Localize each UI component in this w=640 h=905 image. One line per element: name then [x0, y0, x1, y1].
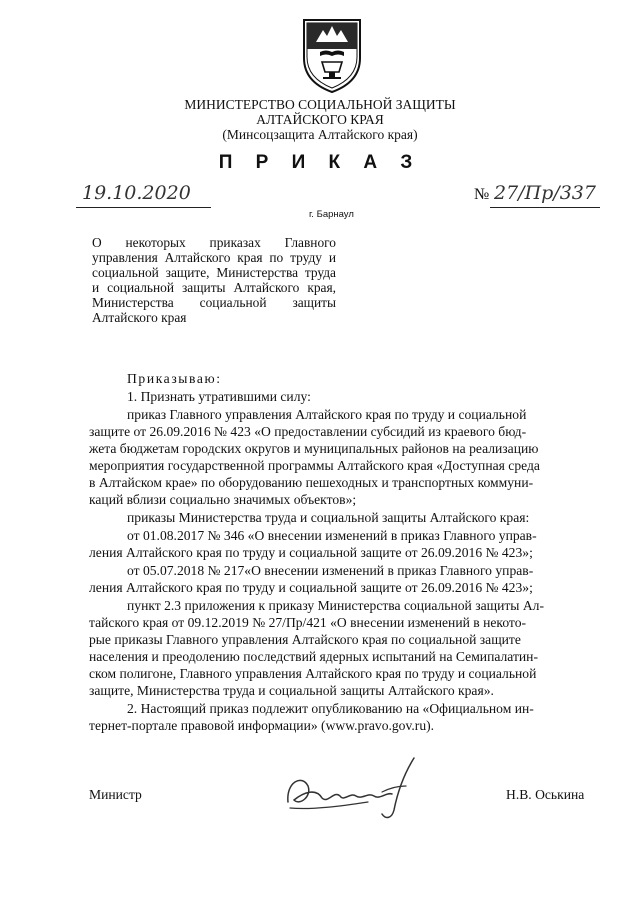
body-line: защите от 26.09.2016 № 423 «О предоставлении субсидий из краевого бюд- [89, 424, 527, 439]
ministry-name-line2: АЛТАЙСКОГО КРАЯ [256, 112, 384, 127]
body-line: ском полигоне, Главного управления Алтайского края по труду и социальной [89, 666, 537, 681]
ministry-name-line1: МИНИСТЕРСТВО СОЦИАЛЬНОЙ ЗАЩИТЫ [184, 97, 456, 112]
number-sign: № [474, 186, 490, 203]
number-underline [490, 207, 600, 208]
body-line: населения и преодолению последствий ядерных испытаний на Семипалатин- [89, 649, 538, 664]
document-date: 19.10.2020 [82, 182, 191, 204]
date-underline [76, 207, 211, 208]
body-line: тернет-портале правовой информации» (www.pravo.gov.ru). [89, 718, 435, 733]
city-label: г. Барнаул [309, 209, 354, 220]
body-line: Приказываю: [127, 371, 222, 386]
body-line: от 05.07.2018 № 217«О внесении изменений в приказ Главного управ- [127, 563, 534, 578]
ministry-short-name: (Минсоцзащита Алтайского края) [222, 127, 418, 142]
body-line: приказы Министерства труда и социальной защиты Алтайского края: [127, 510, 530, 525]
signatory-position: Министр [89, 787, 142, 802]
body-line: от 01.08.2017 № 346 «О внесении изменений в приказ Главного управ- [127, 528, 537, 543]
body-line: ления Алтайского края по труду и социальной защите от 26.09.2016 № 423»; [89, 580, 533, 595]
body-line: защите, Министерства труда и социальной защиты Алтайского края». [89, 683, 494, 698]
body-line: мероприятия государственной программы Алтайского края «Доступная среда [89, 458, 540, 473]
body-line: в Алтайском крае» по оборудованию пешеходных и транспортных коммуни- [89, 475, 534, 490]
document-subject: О некоторых приказах Главного управления Алтайского края по труду и социальной защите, Министерства труда и социальной защиты Алтайского края, Министерства социальной защиты Алтайского края [92, 235, 336, 325]
body-line: жета бюджетам городских округов и муниципальных районов на реализацию [89, 441, 539, 456]
body-line: рые приказы Главного управления Алтайского края по социальной защите [89, 632, 521, 647]
body-line: ления Алтайского края по труду и социальной защите от 26.09.2016 № 423»; [89, 545, 533, 560]
body-line: тайского края от 09.12.2019 № 27/Пр/421 «О внесении изменений в некото- [89, 615, 527, 630]
signatory-name: Н.В. Оськина [506, 787, 585, 802]
body-line: 2. Настоящий приказ подлежит опубликованию на «Официальном ин- [127, 701, 534, 716]
body-line: 1. Признать утратившими силу: [127, 389, 311, 404]
handwritten-signature [282, 752, 422, 824]
body-line: приказ Главного управления Алтайского края по труду и социальной [127, 407, 527, 422]
coat-of-arms-emblem [296, 12, 368, 96]
body-line: пункт 2.3 приложения к приказу Министерства социальной защиты Ал- [127, 598, 544, 613]
document-title: П Р И К А З [218, 152, 422, 173]
body-line: каций вблизи социально значимых объектов»; [89, 492, 357, 507]
document-number: 27/Пр/337 [494, 182, 596, 204]
